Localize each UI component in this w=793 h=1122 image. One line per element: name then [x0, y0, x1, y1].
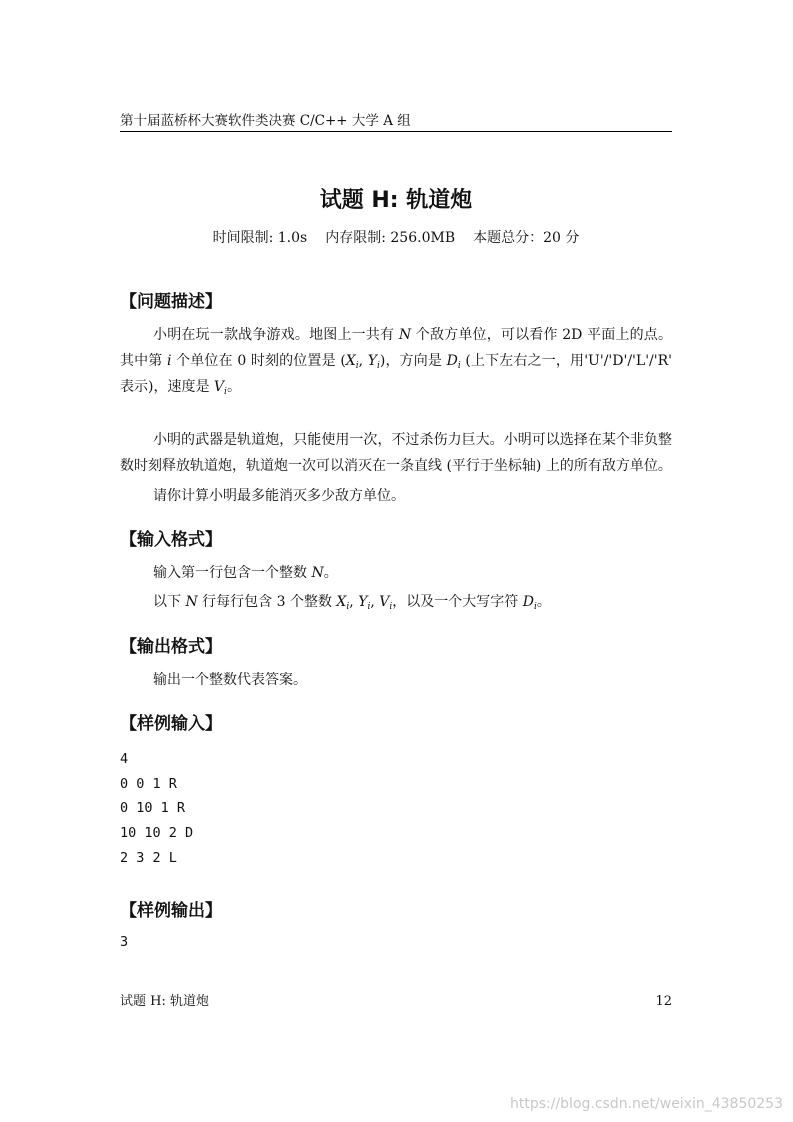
sample-output-heading: 【样例输出】	[120, 901, 222, 921]
sample-input-line: 0 10 1 R	[120, 800, 186, 816]
problem-limits	[120, 228, 672, 248]
input-line-2: 以下 N 行每行包含 3 个整数 $X_i$, $Y_i$, $V_i$，以及一个大写字符 $D_i$。	[153, 594, 551, 612]
description-paragraph-3: 请你计算小明最多能消灭多少敌方单位。	[153, 488, 405, 504]
watermark: https://blog.csdn.net/weixin_43850253	[509, 1096, 783, 1112]
sample-input-line: 0 0 1 R	[120, 776, 177, 792]
var-i: i	[167, 353, 172, 369]
running-header: 第十届蓝桥杯大赛软件类决赛 C/C++ 大学 A 组	[120, 113, 411, 129]
page-number: 12	[655, 994, 672, 1009]
var-n: N	[398, 327, 412, 343]
sample-input-line: 4	[120, 751, 129, 767]
time-limit: 时间限制: 1.0s	[212, 230, 308, 246]
output-line-1: 输出一个整数代表答案。	[153, 672, 307, 688]
footer-title: 试题 H: 轨道炮	[120, 994, 209, 1009]
sample-input-line: 10 10 2 D	[120, 825, 194, 841]
memory-limit: 内存限制: 256.0MB	[325, 230, 456, 246]
sample-input-line: 2 3 2 L	[120, 850, 177, 866]
description-heading: 【问题描述】	[120, 292, 222, 312]
input-heading: 【输入格式】	[120, 530, 222, 550]
description-paragraph-2: 小明的武器是轨道炮，只能使用一次，不过杀伤力巨大。小明可以选择在某个非负整数时刻释放轨道炮，轨道炮一次可以消灭在一条直线 (平行于坐标轴) 上的所有敌方单位。	[120, 432, 672, 474]
score: 本题总分：20 分	[473, 230, 580, 246]
header-rule	[120, 131, 672, 132]
input-line-1: 输入第一行包含一个整数 N。	[153, 565, 338, 581]
output-heading: 【输出格式】	[120, 637, 222, 657]
sample-input-heading: 【样例输入】	[120, 714, 222, 734]
sample-output-line: 3	[120, 934, 129, 950]
problem-title: 试题 H: 轨道炮	[319, 188, 473, 213]
description-paragraph-1: 小明在玩一款战争游戏。地图上一共有 N 个敌方单位，可以看作 2D 平面上的点。其中第 i 个单位在 0 时刻的位置是 ($X_i$, $Y_i$)，方向是 $D_i$ (上下左右之一，用'U'/'D'/'L'/'R' 表示)，速度是 $V_i$。	[120, 327, 673, 397]
